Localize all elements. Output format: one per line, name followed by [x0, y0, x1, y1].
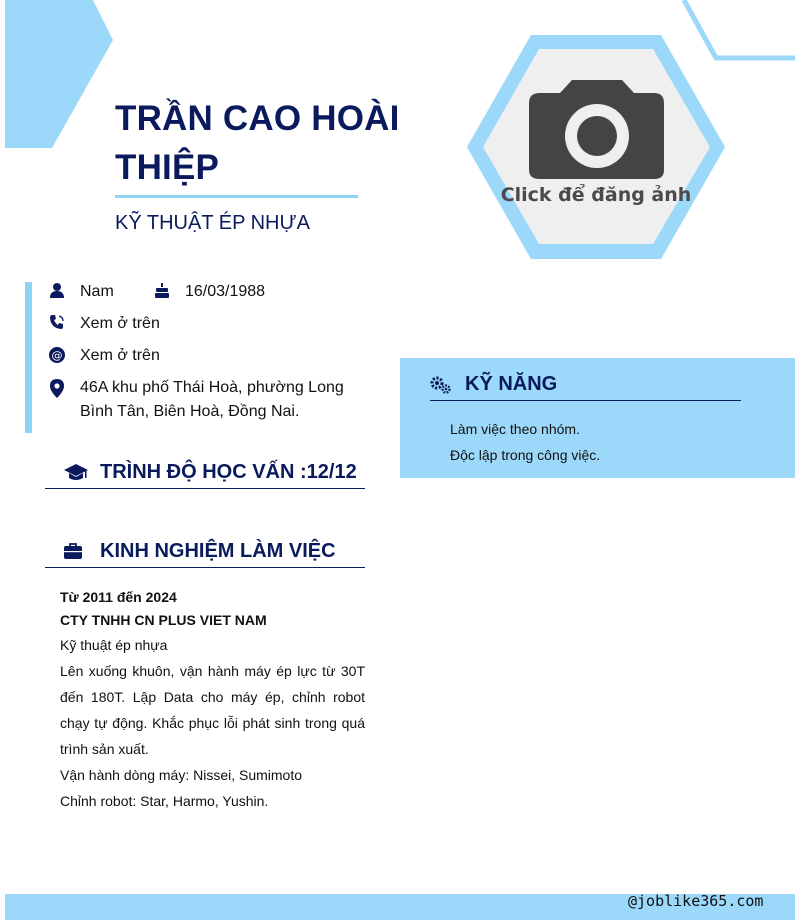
education-title: TRÌNH ĐỘ HỌC VẤN :12/12	[100, 461, 357, 483]
education-divider	[45, 488, 365, 489]
experience-machines: Vận hành dòng máy: Nissei, Sumimoto	[60, 767, 303, 783]
decor-shape-top-left	[5, 0, 115, 150]
skill-item: Độc lập trong công việc.	[450, 447, 601, 463]
name-underline	[115, 195, 358, 198]
email-value: Xem ở trên	[80, 347, 160, 364]
experience-period: Từ 2011 đến 2024	[60, 589, 177, 605]
birthday-cake-icon	[154, 282, 170, 298]
experience-company: CTY TNHH CN PLUS VIET NAM	[60, 612, 267, 628]
camera-icon	[529, 80, 664, 179]
experience-title: KINH NGHIỆM LÀM VIỆC	[100, 540, 336, 562]
phone-value: Xem ở trên	[80, 315, 160, 332]
footer-handle[interactable]: @joblike365.com	[628, 892, 764, 910]
experience-divider	[45, 567, 365, 568]
skills-title: KỸ NĂNG	[465, 373, 558, 395]
email-at-icon	[49, 347, 65, 363]
phone-icon	[49, 314, 65, 330]
skill-item: Làm việc theo nhóm.	[450, 421, 580, 437]
gender-value: Nam	[80, 283, 114, 300]
candidate-name: TRẦN CAO HOÀI THIỆP	[115, 99, 400, 187]
experience-role: Kỹ thuật ép nhựa	[60, 637, 168, 653]
avatar-caption[interactable]: Click để đăng ảnh	[500, 184, 692, 206]
address-value: 46A khu phố Thái Hoà, phường Long Bình Tân, Biên Hoà, Đồng Nai.	[80, 379, 344, 420]
svg-text:@: @	[51, 349, 63, 362]
experience-robots: Chỉnh robot: Star, Harmo, Yushin.	[60, 793, 269, 809]
birthday-value: 16/03/1988	[185, 283, 266, 300]
job-title: KỸ THUẬT ÉP NHỰA	[115, 212, 310, 234]
contact-accent-bar	[25, 282, 32, 433]
experience-description: Lên xuống khuôn, vận hành máy ép lực từ 30T đến 180T. Lập Data cho máy ép, chỉnh robot chạy tự động. Khắc phục lỗi phát sinh trong quá trình sản xuất.	[60, 663, 365, 757]
skills-divider	[430, 400, 741, 401]
gears-icon	[430, 376, 452, 394]
avatar-upload[interactable]	[467, 35, 725, 259]
user-icon	[49, 282, 65, 298]
graduation-cap-icon	[64, 464, 88, 482]
briefcase-icon	[64, 543, 82, 559]
location-pin-icon	[49, 379, 65, 398]
